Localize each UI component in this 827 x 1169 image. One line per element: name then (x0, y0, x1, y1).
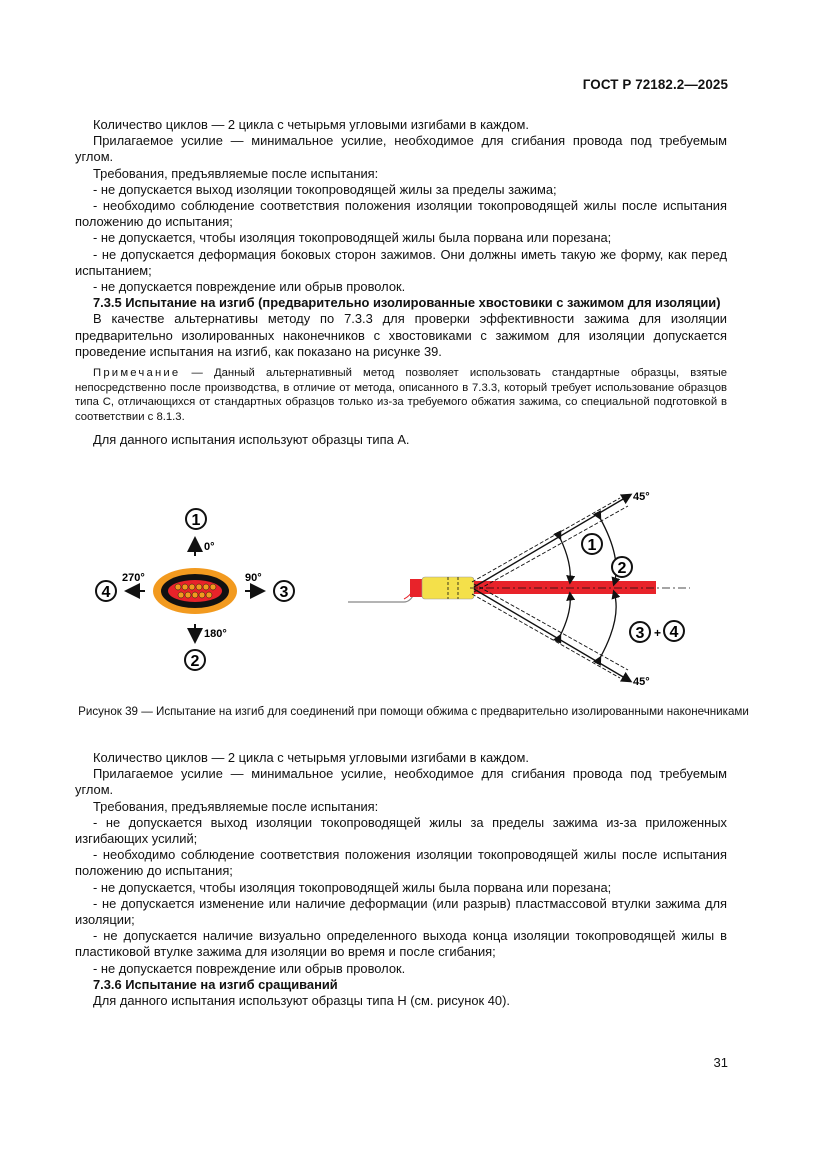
paragraph: Требования, предъявляемые после испытания: (93, 798, 379, 814)
paragraph: - не допускается повреждение или обрыв проволок. (93, 279, 406, 295)
body-block-1 (75, 117, 727, 449)
paragraph: - не допускается изменение или наличие деформации (или разрыв) пластмассовой втулки зажима для изоляции; (75, 895, 727, 928)
paragraph: - не допускается повреждение или обрыв проволок. (93, 960, 406, 976)
note-text: — Данный альтернативный метод позволяет использовать стандартные образцы, взятые непосредственно после производства, в отличие от метода, описанного в 7.3.3, который требует использование образцов типа С, отличающихся от стандартных образцов только из-за требуемого обжатия зажима, со специальной подготовкой в соответствии с 8.1.3. (75, 367, 727, 423)
paragraph: - не допускается, чтобы изоляция токопроводящей жилы была порвана или порезана; (93, 230, 612, 246)
note (75, 366, 727, 424)
body-block-2 (75, 750, 727, 1009)
section-heading-7-3-5: 7.3.5 Испытание на изгиб (предварительно изолированные хвостовики с зажимом для изоляции) (93, 295, 721, 311)
note-label: Примечание (93, 367, 181, 380)
paragraph: Количество циклов — 2 цикла с четырьмя угловыми изгибами в каждом. (93, 750, 529, 765)
red-wire (474, 581, 656, 594)
cross-section-diagram (96, 509, 294, 670)
plus-sign: + (654, 626, 662, 640)
angle-45-top: 45° (633, 491, 650, 503)
bend-label-3: 3 (635, 625, 645, 642)
paragraph: - не допускается выход изоляции токопроводящей жилы за пределы зажима; (93, 181, 557, 197)
bend-test-diagram (348, 491, 690, 688)
paragraph: - не допускается наличие визуально определенного выхода конца изоляции токопроводящей жилы в пластиковой втулке зажима для изоляции во время и после сгибания; (75, 928, 727, 960)
paragraph: - не допускается деформация боковых сторон зажимов. Они должны иметь такую же форму, как перед испытанием; (75, 246, 727, 278)
paragraph: Требования, предъявляемые после испытания: (93, 165, 379, 181)
wire-lead (348, 594, 414, 602)
paragraph: В качестве альтернативы методу по 7.3.3 для проверки эффективности зажима для изоляции предварительно изолированных наконечников с хвостовиками с зажимом для изоляции допускается проведение испытания на изгиб, как показано на рисунке 39. (75, 311, 727, 359)
angle-270: 270° (122, 572, 145, 584)
angle-45-bottom: 45° (633, 676, 650, 688)
paragraph: - необходимо соблюдение соответствия положения изоляции токопроводящей жилы после испытания положению до испытания; (75, 847, 727, 879)
label-3: 3 (279, 584, 289, 601)
paragraph: Для данного испытания используют образцы типа Н (см. рисунок 40). (93, 993, 510, 1009)
paragraph: - необходимо соблюдение соответствия положения изоляции токопроводящей жилы после испытания положению до испытания; (75, 198, 727, 230)
label-1: 1 (191, 512, 201, 529)
paragraph: Для данного испытания используют образцы типа А. (93, 432, 410, 448)
section-heading-7-3-6: 7.3.6 Испытание на изгиб сращиваний (93, 976, 338, 992)
label-2: 2 (190, 653, 200, 670)
paragraph: Прилагаемое усилие — минимальное усилие, необходимое для сгибания провода под требуемым углом. (75, 133, 727, 165)
bend-label-1: 1 (587, 537, 597, 554)
document-header: ГОСТ Р 72182.2—2025 (582, 77, 728, 92)
angle-0: 0° (204, 541, 215, 553)
paragraph: - не допускается, чтобы изоляция токопроводящей жилы была порвана или порезана; (93, 879, 612, 895)
bend-label-4: 4 (669, 624, 679, 641)
figure-39 (0, 478, 827, 698)
paragraph: Прилагаемое усилие — минимальное усилие, необходимое для сгибания провода под требуемым углом. (75, 766, 727, 798)
angle-180: 180° (204, 628, 227, 640)
paragraph: - не допускается выход изоляции токопроводящей жилы за пределы зажима из-за приложенных изгибающих усилий; (75, 814, 727, 847)
paragraph: Количество циклов — 2 цикла с четырьмя угловыми изгибами в каждом. (93, 117, 529, 132)
angle-90: 90° (245, 572, 262, 584)
label-4: 4 (101, 584, 111, 601)
page-number: 31 (713, 1055, 728, 1070)
bend-label-2: 2 (617, 560, 627, 577)
figure-caption: Рисунок 39 — Испытание на изгиб для соединений при помощи обжима с предварительно изолированными наконечниками (78, 705, 749, 718)
